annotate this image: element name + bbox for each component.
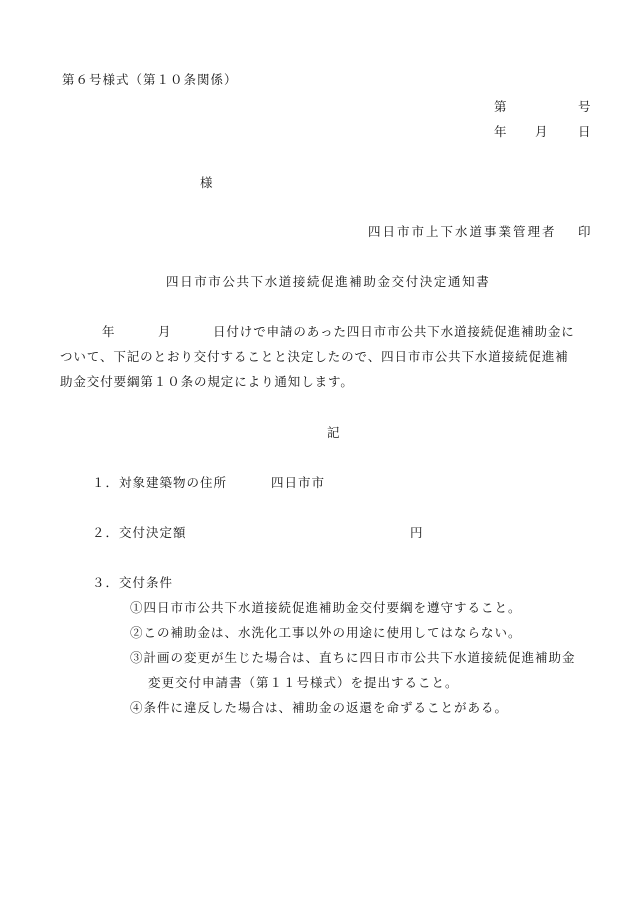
item-2-label: ２．交付決定額 (92, 525, 187, 540)
number-suffix: 号 (578, 99, 592, 114)
sender-name: 四日市市上下水道事業管理者 (368, 224, 557, 239)
item-1-label: １．対象建築物の住所 (92, 475, 228, 490)
number-prefix: 第 (494, 99, 508, 114)
body-line-3: 助金交付要綱第１０条の規定により通知します。 (60, 374, 354, 389)
condition-4: ④条件に違反した場合は、補助金の返還を命ずることがある。 (130, 700, 509, 715)
body-line-2: ついて、下記のとおり交付することと決定したので、四日市市公共下水道接続促進補 (60, 349, 569, 364)
form-label: 第６号様式（第１０条関係） (62, 72, 238, 87)
date-month: 月 (535, 124, 549, 139)
addressee-suffix: 様 (200, 175, 214, 190)
item-2-unit: 円 (410, 525, 424, 540)
condition-1: ①四日市市公共下水道接続促進補助金交付要綱を遵守すること。 (130, 600, 522, 615)
ki-heading: 記 (327, 425, 341, 440)
sender-seal: 印 (578, 224, 592, 239)
body-month: 月 (158, 324, 172, 339)
document-title: 四日市市公共下水道接続促進補助金交付決定通知書 (166, 274, 491, 289)
date-day: 日 (578, 124, 592, 139)
body-year: 年 (102, 324, 116, 339)
condition-2: ②この補助金は、水洗化工事以外の用途に使用してはならない。 (130, 625, 522, 640)
condition-3-continued: 変更交付申請書（第１１号様式）を提出すること。 (148, 675, 459, 690)
date-year: 年 (494, 124, 508, 139)
item-1-value: 四日市市 (271, 475, 326, 490)
item-3-label: ３．交付条件 (92, 575, 174, 590)
body-line-1: 日付けで申請のあった四日市市公共下水道接続促進補助金に (213, 324, 575, 339)
condition-3: ③計画の変更が生じた場合は、直ちに四日市市公共下水道接続促進補助金 (130, 650, 576, 665)
